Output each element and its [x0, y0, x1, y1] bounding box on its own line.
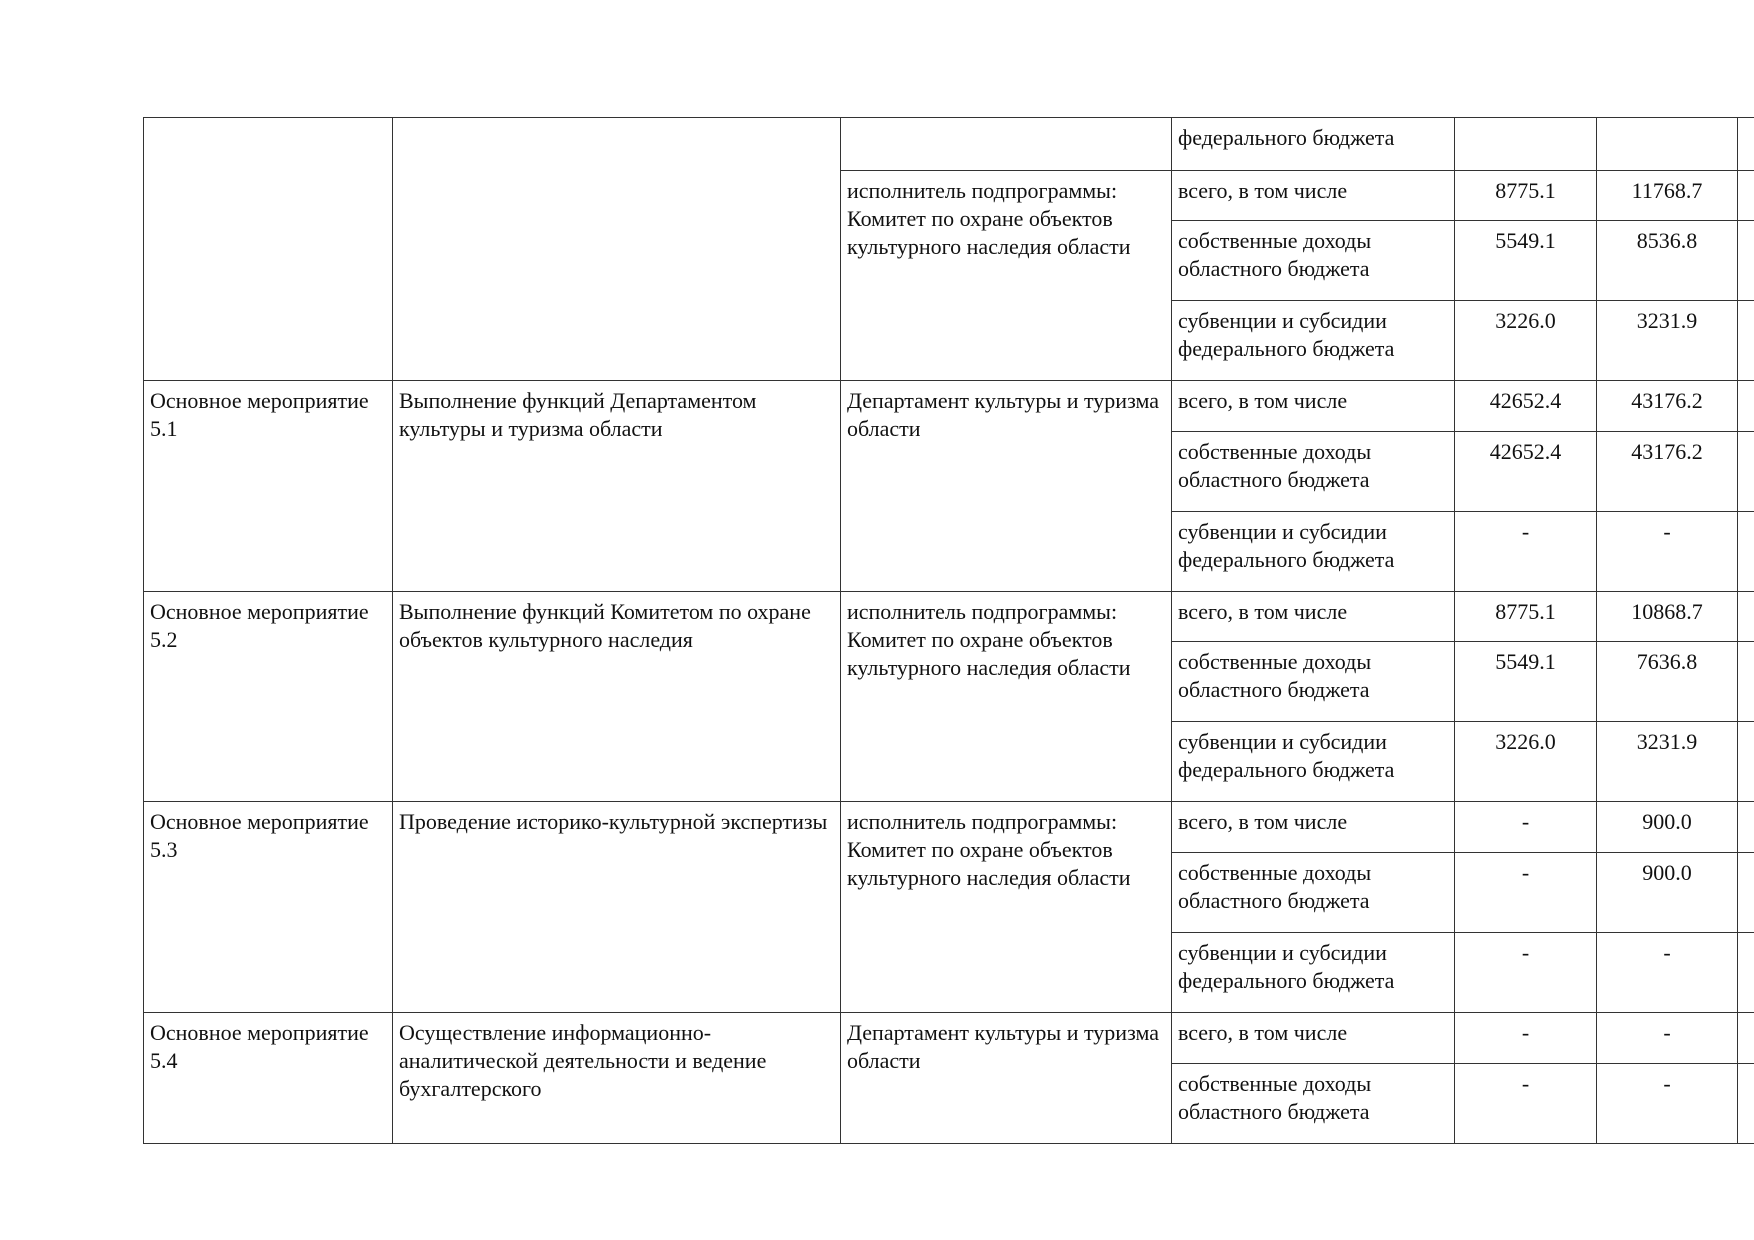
value-cell: -	[1597, 933, 1738, 1013]
value-cell-cut	[1738, 512, 1754, 592]
table-row	[144, 1013, 1754, 1064]
value-cell: 10868.7	[1597, 592, 1738, 642]
funding-source-cell: собственные доходы областного бюджета	[1172, 1064, 1455, 1144]
table-row	[144, 592, 1754, 642]
funding-source-cell: всего, в том числе	[1172, 381, 1455, 432]
activity-code-cell: Основное мероприятие 5.4	[144, 1013, 393, 1144]
funding-source-cell: всего, в том числе	[1172, 171, 1455, 221]
value-cell: -	[1597, 512, 1738, 592]
value-cell-cut	[1738, 1013, 1754, 1064]
value-cell-cut	[1738, 722, 1754, 802]
value-cell: 8775.1	[1455, 171, 1597, 221]
activity-name-cell: Осуществление информационно-аналитической деятельности и ведение бухгалтерского	[393, 1013, 841, 1144]
funding-source-cell: субвенции и субсидии федерального бюджета	[1172, 933, 1455, 1013]
value-cell: 7636.8	[1597, 642, 1738, 722]
activity-code-cell: Основное мероприятие 5.3	[144, 802, 393, 1013]
value-cell: 5549.1	[1455, 642, 1597, 722]
value-cell: 3226.0	[1455, 301, 1597, 381]
value-cell: -	[1455, 853, 1597, 933]
executor-cell	[841, 118, 1172, 171]
value-cell: -	[1597, 1013, 1738, 1064]
table-row	[144, 802, 1754, 853]
value-cell: -	[1597, 1064, 1738, 1144]
value-cell: 43176.2	[1597, 432, 1738, 512]
value-cell-cut	[1738, 642, 1754, 722]
table-row	[144, 118, 1754, 171]
value-cell-cut	[1738, 171, 1754, 221]
value-cell: 3231.9	[1597, 722, 1738, 802]
funding-source-cell: субвенции и субсидии федерального бюджета	[1172, 512, 1455, 592]
value-cell-cut	[1738, 221, 1754, 301]
activity-code-cell: Основное мероприятие 5.2	[144, 592, 393, 802]
activity-name-cell: Выполнение функций Департаментом культуры и туризма области	[393, 381, 841, 592]
executor-cell: Департамент культуры и туризма области	[841, 381, 1172, 592]
value-cell: 43176.2	[1597, 381, 1738, 432]
value-cell: 3231.9	[1597, 301, 1738, 381]
funding-source-cell: субвенции и субсидии федерального бюджета	[1172, 722, 1455, 802]
budget-table	[143, 117, 1754, 1144]
value-cell-cut	[1738, 1064, 1754, 1144]
value-cell: -	[1455, 1013, 1597, 1064]
value-cell-cut	[1738, 301, 1754, 381]
value-cell: 42652.4	[1455, 381, 1597, 432]
value-cell	[1455, 118, 1597, 171]
value-cell: 42652.4	[1455, 432, 1597, 512]
value-cell: 5549.1	[1455, 221, 1597, 301]
value-cell-cut	[1738, 381, 1754, 432]
funding-source-cell: всего, в том числе	[1172, 592, 1455, 642]
funding-source-cell: собственные доходы областного бюджета	[1172, 221, 1455, 301]
funding-source-cell: федерального бюджета	[1172, 118, 1455, 171]
value-cell-cut	[1738, 432, 1754, 512]
value-cell: -	[1455, 802, 1597, 853]
value-cell: 3226.0	[1455, 722, 1597, 802]
value-cell: -	[1455, 512, 1597, 592]
value-cell-cut	[1738, 118, 1754, 171]
value-cell: 900.0	[1597, 853, 1738, 933]
value-cell-cut	[1738, 592, 1754, 642]
value-cell: 900.0	[1597, 802, 1738, 853]
activity-name-cell: Проведение историко-культурной экспертизы	[393, 802, 841, 1013]
value-cell: -	[1455, 1064, 1597, 1144]
value-cell: 8775.1	[1455, 592, 1597, 642]
value-cell: 11768.7	[1597, 171, 1738, 221]
funding-source-cell: всего, в том числе	[1172, 1013, 1455, 1064]
executor-cell: Департамент культуры и туризма области	[841, 1013, 1172, 1144]
value-cell: -	[1455, 933, 1597, 1013]
activity-name-cell: Выполнение функций Комитетом по охране объектов культурного наследия	[393, 592, 841, 802]
activity-name-cell	[393, 118, 841, 381]
executor-cell: исполнитель подпрограммы: Комитет по охране объектов культурного наследия области	[841, 802, 1172, 1013]
value-cell-cut	[1738, 853, 1754, 933]
activity-code-cell	[144, 118, 393, 381]
activity-code-cell: Основное мероприятие 5.1	[144, 381, 393, 592]
value-cell: 8536.8	[1597, 221, 1738, 301]
executor-cell: исполнитель подпрограммы: Комитет по охране объектов культурного наследия области	[841, 171, 1172, 381]
funding-source-cell: собственные доходы областного бюджета	[1172, 432, 1455, 512]
value-cell-cut	[1738, 802, 1754, 853]
funding-source-cell: собственные доходы областного бюджета	[1172, 642, 1455, 722]
funding-source-cell: всего, в том числе	[1172, 802, 1455, 853]
funding-source-cell: собственные доходы областного бюджета	[1172, 853, 1455, 933]
value-cell	[1597, 118, 1738, 171]
funding-source-cell: субвенции и субсидии федерального бюджета	[1172, 301, 1455, 381]
executor-cell: исполнитель подпрограммы: Комитет по охране объектов культурного наследия области	[841, 592, 1172, 802]
table-row	[144, 381, 1754, 432]
value-cell-cut	[1738, 933, 1754, 1013]
